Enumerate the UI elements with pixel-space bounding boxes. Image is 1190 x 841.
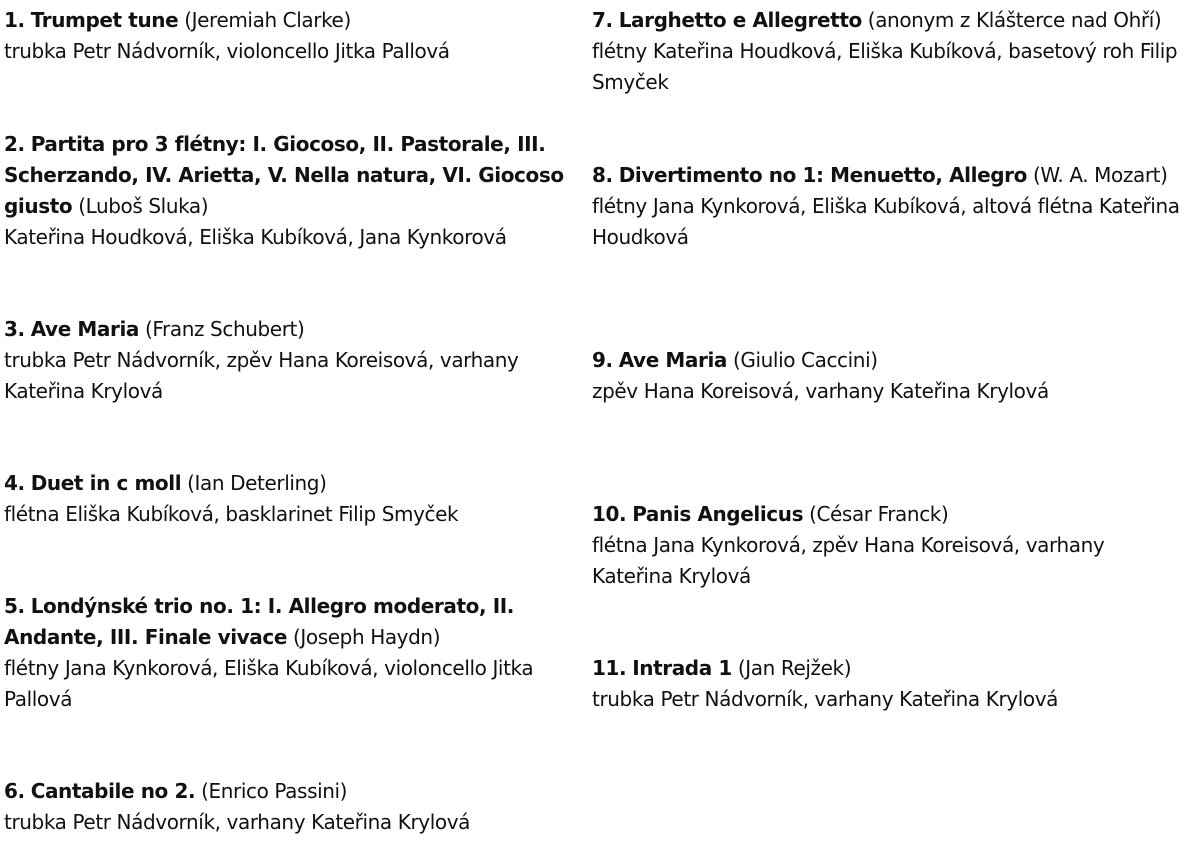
item-performers: trubka Petr Nádvorník, violoncello Jitka Pallová (4, 39, 450, 63)
program-item-8 (592, 160, 1190, 253)
item-title: Intrada 1 (632, 656, 732, 680)
item-composer: (César Franck) (809, 502, 949, 526)
item-number: 7. (592, 8, 613, 32)
item-composer: (Jeremiah Clarke) (184, 8, 351, 32)
item-number: 10. (592, 502, 627, 526)
item-performers: flétny Jana Kynkorová, Eliška Kubíková, violoncello Jitka Pallová (4, 656, 534, 711)
item-number: 11. (592, 656, 627, 680)
item-title: Ave Maria (618, 348, 728, 372)
item-number: 6. (4, 779, 25, 803)
item-composer: (anonym z Klášterce nad Ohří) (867, 8, 1162, 32)
item-title: Trumpet tune (30, 8, 179, 32)
item-performers: flétny Jana Kynkorová, Eliška Kubíková, altová flétna Kateřina Houdková (592, 194, 1180, 249)
item-title: Partita pro 3 flétny: I. Giocoso, II. Pastorale, III. Scherzando, IV. Arietta, V. Nella natura, VI. Giocoso giusto (4, 132, 564, 218)
program-item-1 (4, 5, 584, 67)
item-composer: (Ian Deterling) (187, 471, 327, 495)
program-item-9 (592, 345, 1190, 407)
item-performers: zpěv Hana Koreisová, varhany Kateřina Krylová (592, 379, 1049, 403)
item-performers: flétna Eliška Kubíková, basklarinet Filip Smyček (4, 502, 459, 526)
item-composer: (Jan Rejžek) (737, 656, 852, 680)
item-performers: Kateřina Houdková, Eliška Kubíková, Jana Kynkorová (4, 225, 507, 249)
item-performers: trubka Petr Nádvorník, varhany Kateřina Krylová (592, 687, 1058, 711)
item-number: 8. (592, 163, 613, 187)
item-performers: trubka Petr Nádvorník, zpěv Hana Koreisová, varhany Kateřina Krylová (4, 348, 519, 403)
program-item-3 (4, 314, 584, 407)
program-item-2 (4, 129, 584, 253)
item-composer: (Luboš Sluka) (78, 194, 209, 218)
item-title: Duet in c moll (30, 471, 182, 495)
item-composer: (Franz Schubert) (145, 317, 305, 341)
item-number: 5. (4, 594, 25, 618)
item-title: Ave Maria (30, 317, 140, 341)
program-item-6 (4, 776, 584, 838)
item-title: Londýnské trio no. 1: I. Allegro moderato, II. Andante, III. Finale vivace (4, 594, 514, 649)
item-title: Larghetto e Allegretto (618, 8, 862, 32)
program-item-10 (592, 499, 1190, 592)
item-composer: (Giulio Caccini) (733, 348, 878, 372)
program-item-5 (4, 591, 584, 715)
item-number: 3. (4, 317, 25, 341)
item-performers: flétny Kateřina Houdková, Eliška Kubíková, basetový roh Filip Smyček (592, 39, 1178, 94)
item-composer: (W. A. Mozart) (1032, 163, 1168, 187)
item-title: Panis Angelicus (632, 502, 804, 526)
item-number: 9. (592, 348, 613, 372)
program-item-4 (4, 468, 584, 530)
item-performers: trubka Petr Nádvorník, varhany Kateřina Krylová (4, 810, 470, 834)
item-title: Cantabile no 2. (30, 779, 196, 803)
item-number: 4. (4, 471, 25, 495)
item-number: 1. (4, 8, 25, 32)
program-item-11 (592, 653, 1190, 715)
item-performers: flétna Jana Kynkorová, zpěv Hana Koreisová, varhany Kateřina Krylová (592, 533, 1105, 588)
item-composer: (Joseph Haydn) (293, 625, 441, 649)
item-composer: (Enrico Passini) (201, 779, 348, 803)
program-item-7 (592, 5, 1190, 98)
item-number: 2. (4, 132, 25, 156)
item-title: Divertimento no 1: Menuetto, Allegro (618, 163, 1027, 187)
